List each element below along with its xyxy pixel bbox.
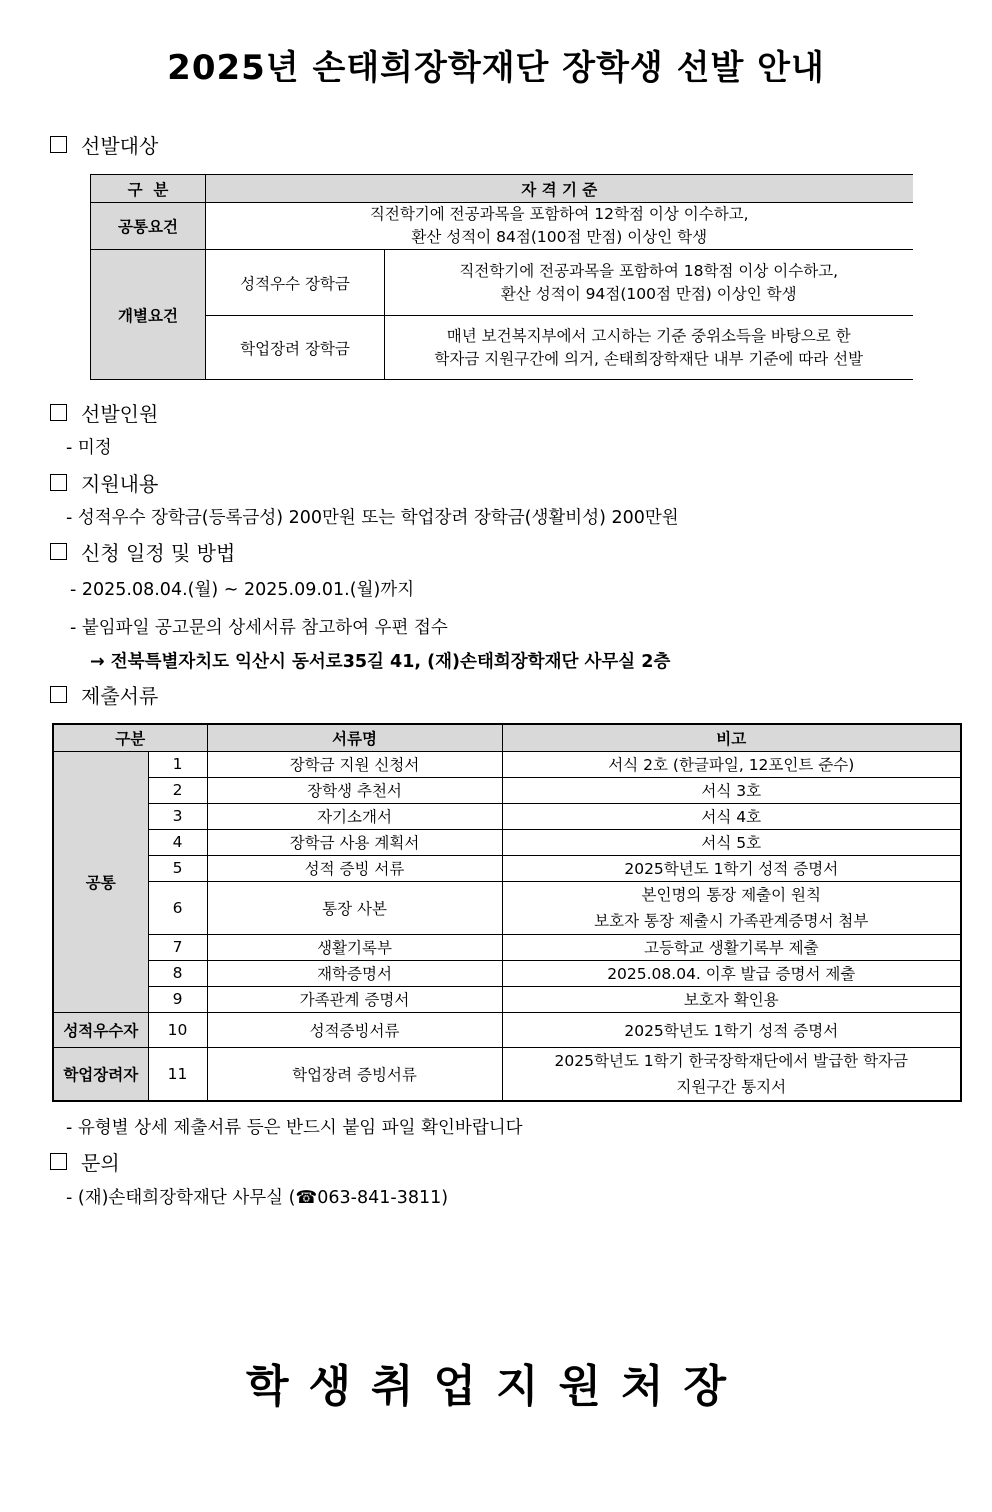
table-row-note: 2025.08.04. 이후 발급 증명서 제출 bbox=[502, 960, 961, 986]
table-row-note: 서식 4호 bbox=[502, 803, 961, 829]
documents-table bbox=[52, 723, 962, 1102]
table-row-note-line1: 2025학년도 1학기 한국장학재단에서 발급한 학자금 bbox=[554, 1051, 909, 1070]
support-text: - 성적우수 장학금(등록금성) 200만원 또는 학업장려 장학금(생활비성) 200만원 bbox=[66, 508, 679, 528]
section-count bbox=[50, 398, 158, 427]
inquiry-phone: 063-841-3811) bbox=[317, 1188, 449, 1208]
checkbox-square-icon bbox=[50, 1153, 67, 1170]
criteria-common-text bbox=[206, 203, 913, 250]
count-text: - 미정 bbox=[66, 438, 112, 458]
criteria-encourage-label: 학업장려 장학금 bbox=[206, 316, 385, 380]
criteria-common-label: 공통요건 bbox=[91, 203, 206, 250]
docs-encourage-label: 학업장려자 bbox=[53, 1047, 148, 1101]
schedule-period: - 2025.08.04.(월) ~ 2025.09.01.(월)까지 bbox=[70, 580, 415, 600]
criteria-common-line1: 직전학기에 전공과목을 포함하여 12학점 이상 이수하고, bbox=[369, 205, 749, 223]
page-title: 2025년 손태희장학재단 장학생 선발 안내 bbox=[167, 48, 825, 88]
table-row-note: 2025학년도 1학기 성적 증명서 bbox=[502, 1012, 961, 1047]
table-row-name: 성적 증빙 서류 bbox=[207, 855, 502, 881]
table-row-note-line2: 지원구간 통지서 bbox=[676, 1077, 787, 1096]
table-row-no: 11 bbox=[148, 1047, 207, 1101]
table-row-no: 7 bbox=[148, 934, 207, 960]
criteria-table bbox=[90, 174, 913, 380]
table-row-note-line1: 본인명의 통장 제출이 원칙 bbox=[641, 885, 822, 904]
checkbox-square-icon bbox=[50, 686, 67, 703]
table-row-name: 통장 사본 bbox=[207, 881, 502, 934]
table-row-name: 장학금 지원 신청서 bbox=[207, 751, 502, 777]
table-row-no: 8 bbox=[148, 960, 207, 986]
table-row-name: 생활기록부 bbox=[207, 934, 502, 960]
inquiry-prefix: - (재)손태희장학재단 사무실 ( bbox=[66, 1188, 296, 1208]
criteria-header-criteria: 자 격 기 준 bbox=[206, 175, 913, 203]
table-row-note: 고등학교 생활기록부 제출 bbox=[502, 934, 961, 960]
criteria-encourage-line1: 매년 보건복지부에서 고시하는 기준 중위소득을 바탕으로 한 bbox=[446, 326, 851, 345]
phone-icon: ☎ bbox=[295, 1188, 318, 1208]
criteria-encourage-text bbox=[385, 316, 913, 380]
table-row-no: 9 bbox=[148, 986, 207, 1012]
table-row-note: 2025학년도 1학기 성적 증명서 bbox=[502, 855, 961, 881]
table-row-name: 장학생 추천서 bbox=[207, 777, 502, 803]
table-row-note: 서식 2호 (한글파일, 12포인트 준수) bbox=[502, 751, 961, 777]
section-support-label: 지원내용 bbox=[81, 472, 159, 496]
criteria-merit-text bbox=[385, 250, 913, 316]
table-row-no: 1 bbox=[148, 751, 207, 777]
criteria-header-category: 구 분 bbox=[91, 175, 206, 203]
criteria-encourage-line2: 학자금 지원구간에 의거, 손태희장학재단 내부 기준에 따라 선발 bbox=[434, 349, 864, 368]
table-row-no: 5 bbox=[148, 855, 207, 881]
table-row-no: 6 bbox=[148, 881, 207, 934]
section-documents bbox=[50, 680, 158, 709]
table-row-note: 서식 3호 bbox=[502, 777, 961, 803]
section-schedule bbox=[50, 537, 235, 566]
section-support bbox=[50, 468, 158, 497]
criteria-common-line2: 환산 성적이 84점(100점 만점) 이상인 학생 bbox=[411, 228, 708, 246]
table-row-note bbox=[502, 1047, 961, 1101]
docs-note: - 유형별 상세 제출서류 등은 반드시 붙임 파일 확인바랍니다 bbox=[66, 1118, 523, 1138]
table-row-no: 4 bbox=[148, 829, 207, 855]
docs-header-note: 비고 bbox=[502, 724, 961, 751]
criteria-merit-label: 성적우수 장학금 bbox=[206, 250, 385, 316]
docs-header-name: 서류명 bbox=[207, 724, 502, 751]
checkbox-square-icon bbox=[50, 136, 67, 153]
table-row-note: 보호자 확인용 bbox=[502, 986, 961, 1012]
table-row-name: 재학증명서 bbox=[207, 960, 502, 986]
section-documents-label: 제출서류 bbox=[81, 684, 159, 708]
section-schedule-label: 신청 일정 및 방법 bbox=[81, 541, 236, 565]
inquiry-line bbox=[66, 1184, 448, 1209]
section-inquiry-label: 문의 bbox=[81, 1151, 120, 1175]
section-inquiry bbox=[50, 1147, 120, 1176]
schedule-address: → 전북특별자치도 익산시 동서로35길 41, (재)손태희장학재단 사무실 2층 bbox=[90, 652, 671, 672]
docs-merit-label: 성적우수자 bbox=[53, 1012, 148, 1047]
table-row-no: 2 bbox=[148, 777, 207, 803]
section-target-label: 선발대상 bbox=[81, 134, 159, 158]
footer-signature: 학생취업지원처장 bbox=[245, 1361, 747, 1412]
table-row-no: 10 bbox=[148, 1012, 207, 1047]
table-row-note: 서식 5호 bbox=[502, 829, 961, 855]
schedule-method: - 붙임파일 공고문의 상세서류 참고하여 우편 접수 bbox=[70, 618, 448, 638]
section-count-label: 선발인원 bbox=[81, 402, 159, 426]
checkbox-square-icon bbox=[50, 474, 67, 491]
table-row-note-line2: 보호자 통장 제출시 가족관계증명서 첨부 bbox=[594, 911, 869, 930]
table-row-name: 자기소개서 bbox=[207, 803, 502, 829]
checkbox-square-icon bbox=[50, 543, 67, 560]
table-row-note bbox=[502, 881, 961, 934]
table-row-name: 학업장려 증빙서류 bbox=[207, 1047, 502, 1101]
table-row-name: 장학금 사용 계획서 bbox=[207, 829, 502, 855]
table-row-name: 가족관계 증명서 bbox=[207, 986, 502, 1012]
docs-header-category: 구분 bbox=[53, 724, 207, 751]
docs-common-label: 공통 bbox=[53, 751, 148, 1012]
table-row-no: 3 bbox=[148, 803, 207, 829]
criteria-individual-label: 개별요건 bbox=[91, 250, 206, 380]
checkbox-square-icon bbox=[50, 404, 67, 421]
section-target bbox=[50, 130, 158, 159]
table-row-name: 성적증빙서류 bbox=[207, 1012, 502, 1047]
criteria-merit-line2: 환산 성적이 94점(100점 만점) 이상인 학생 bbox=[500, 284, 797, 303]
criteria-merit-line1: 직전학기에 전공과목을 포함하여 18학점 이상 이수하고, bbox=[459, 261, 839, 280]
